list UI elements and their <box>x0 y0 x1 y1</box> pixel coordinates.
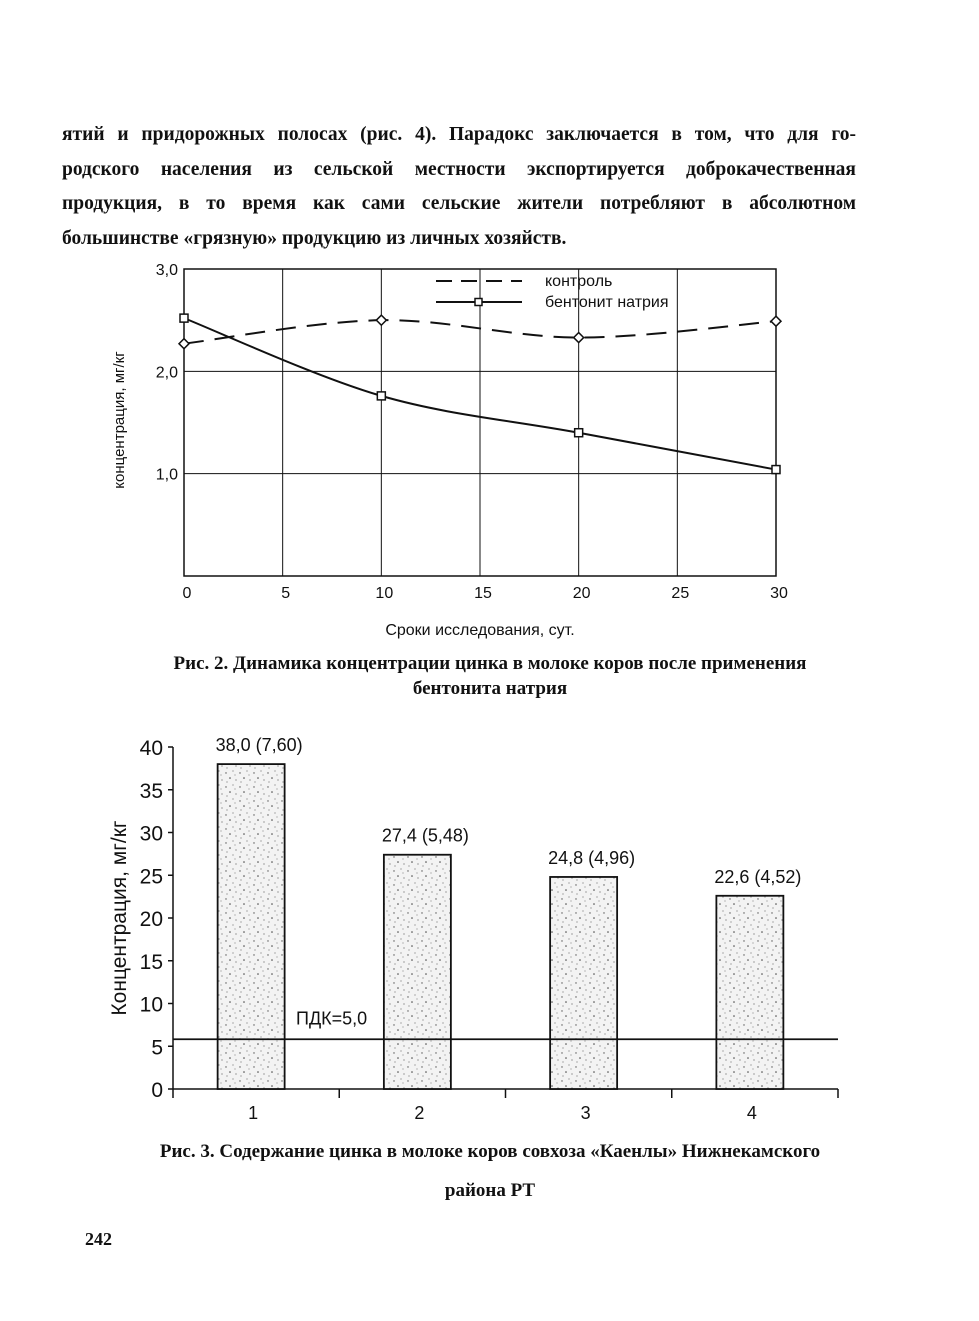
fig3-caption-line2: района РТ <box>444 1180 536 1201</box>
paragraph-line: родского населения из сельской местности экспортируется доброкачественная <box>62 158 856 180</box>
fig2-point-control <box>771 316 781 326</box>
fig2-x-tick-label: 10 <box>375 585 394 602</box>
legend-bentonite-label: бентонит натрия <box>545 294 669 311</box>
fig3-bar-data-label: 38,0 (7,60) <box>215 735 303 756</box>
fig2-y-tick-label: 3,0 <box>155 262 178 279</box>
fig2-legend <box>436 273 669 311</box>
fig3-pdk-label: ПДК=5,0 <box>296 1008 368 1029</box>
fig3-caption-line1: Рис. 3. Содержание цинка в молоке коров совхоза «Каенлы» Нижнекамского <box>159 1141 821 1162</box>
fig3-y-tick-label: 5 <box>151 1036 163 1060</box>
fig2-point-control <box>179 339 189 349</box>
fig2-point-bentonite <box>575 429 583 437</box>
fig2-x-tick-label: 5 <box>281 585 291 602</box>
fig2-y-axis-label: концентрация, мг/кг <box>111 351 128 489</box>
page-number: 242 <box>85 1229 112 1249</box>
fig2-caption-line1: Рис. 2. Динамика концентрации цинка в молоке коров после применения <box>173 653 807 674</box>
fig3-x-tick-label: 1 <box>248 1103 259 1123</box>
fig2-point-control <box>376 315 386 325</box>
fig3-y-tick-label: 10 <box>139 993 163 1017</box>
fig2-point-bentonite <box>180 314 188 322</box>
fig3-bar <box>384 855 451 1089</box>
paragraph-line: продукция, в то время как сами сельские жители потребляют в абсолютном <box>62 193 856 214</box>
fig3-y-tick-label: 35 <box>139 779 163 803</box>
fig2-line-chart <box>111 262 788 639</box>
fig3-bar-chart <box>108 735 838 1123</box>
paragraph-line: ятий и придорожных полосах (рис. 4). Парадокс заключается в том, что для го- <box>62 124 856 145</box>
fig3-y-tick-label: 20 <box>139 908 163 931</box>
fig3-y-tick-label: 0 <box>151 1079 163 1102</box>
fig3-bar-data-label: 22,6 (4,52) <box>714 866 802 887</box>
fig2-x-tick-label: 0 <box>182 585 192 602</box>
fig3-bar-data-label: 24,8 (4,96) <box>548 847 636 868</box>
fig3-y-tick-label: 40 <box>139 737 163 760</box>
fig2-caption-line2: бентонита натрия <box>412 678 568 699</box>
legend-control-label: контроль <box>545 273 613 290</box>
legend-bentonite-marker <box>475 299 482 306</box>
fig2-x-tick-label: 30 <box>770 585 788 602</box>
fig3-bar <box>716 896 783 1089</box>
fig3-bar-data-label: 27,4 (5,48) <box>381 825 469 846</box>
fig3-x-tick-label: 3 <box>580 1103 591 1123</box>
fig2-x-tick-label: 25 <box>671 585 690 602</box>
fig3-y-axis-label: Концентрация, мг/кг <box>108 820 131 1016</box>
fig2-point-bentonite <box>377 392 385 400</box>
paragraph-line: большинстве «грязную» продукцию из личных хозяйств. <box>62 227 567 249</box>
fig3-y-tick-label: 30 <box>139 822 163 846</box>
fig2-point-control <box>574 333 584 343</box>
fig3-bar <box>218 764 285 1089</box>
fig3-y-tick-label: 25 <box>139 865 163 889</box>
fig2-point-bentonite <box>772 466 780 474</box>
fig2-y-tick-label: 1,0 <box>155 466 178 484</box>
fig3-bar <box>550 877 617 1089</box>
fig3-y-tick-label: 15 <box>139 950 163 974</box>
fig3-x-tick-label: 2 <box>414 1103 425 1123</box>
fig2-y-tick-label: 2,0 <box>155 364 178 382</box>
fig2-x-tick-label: 15 <box>474 585 492 602</box>
fig3-x-tick-label: 4 <box>746 1103 757 1123</box>
fig2-x-axis-label: Сроки исследования, сут. <box>385 622 575 639</box>
fig2-x-tick-label: 20 <box>572 585 591 602</box>
